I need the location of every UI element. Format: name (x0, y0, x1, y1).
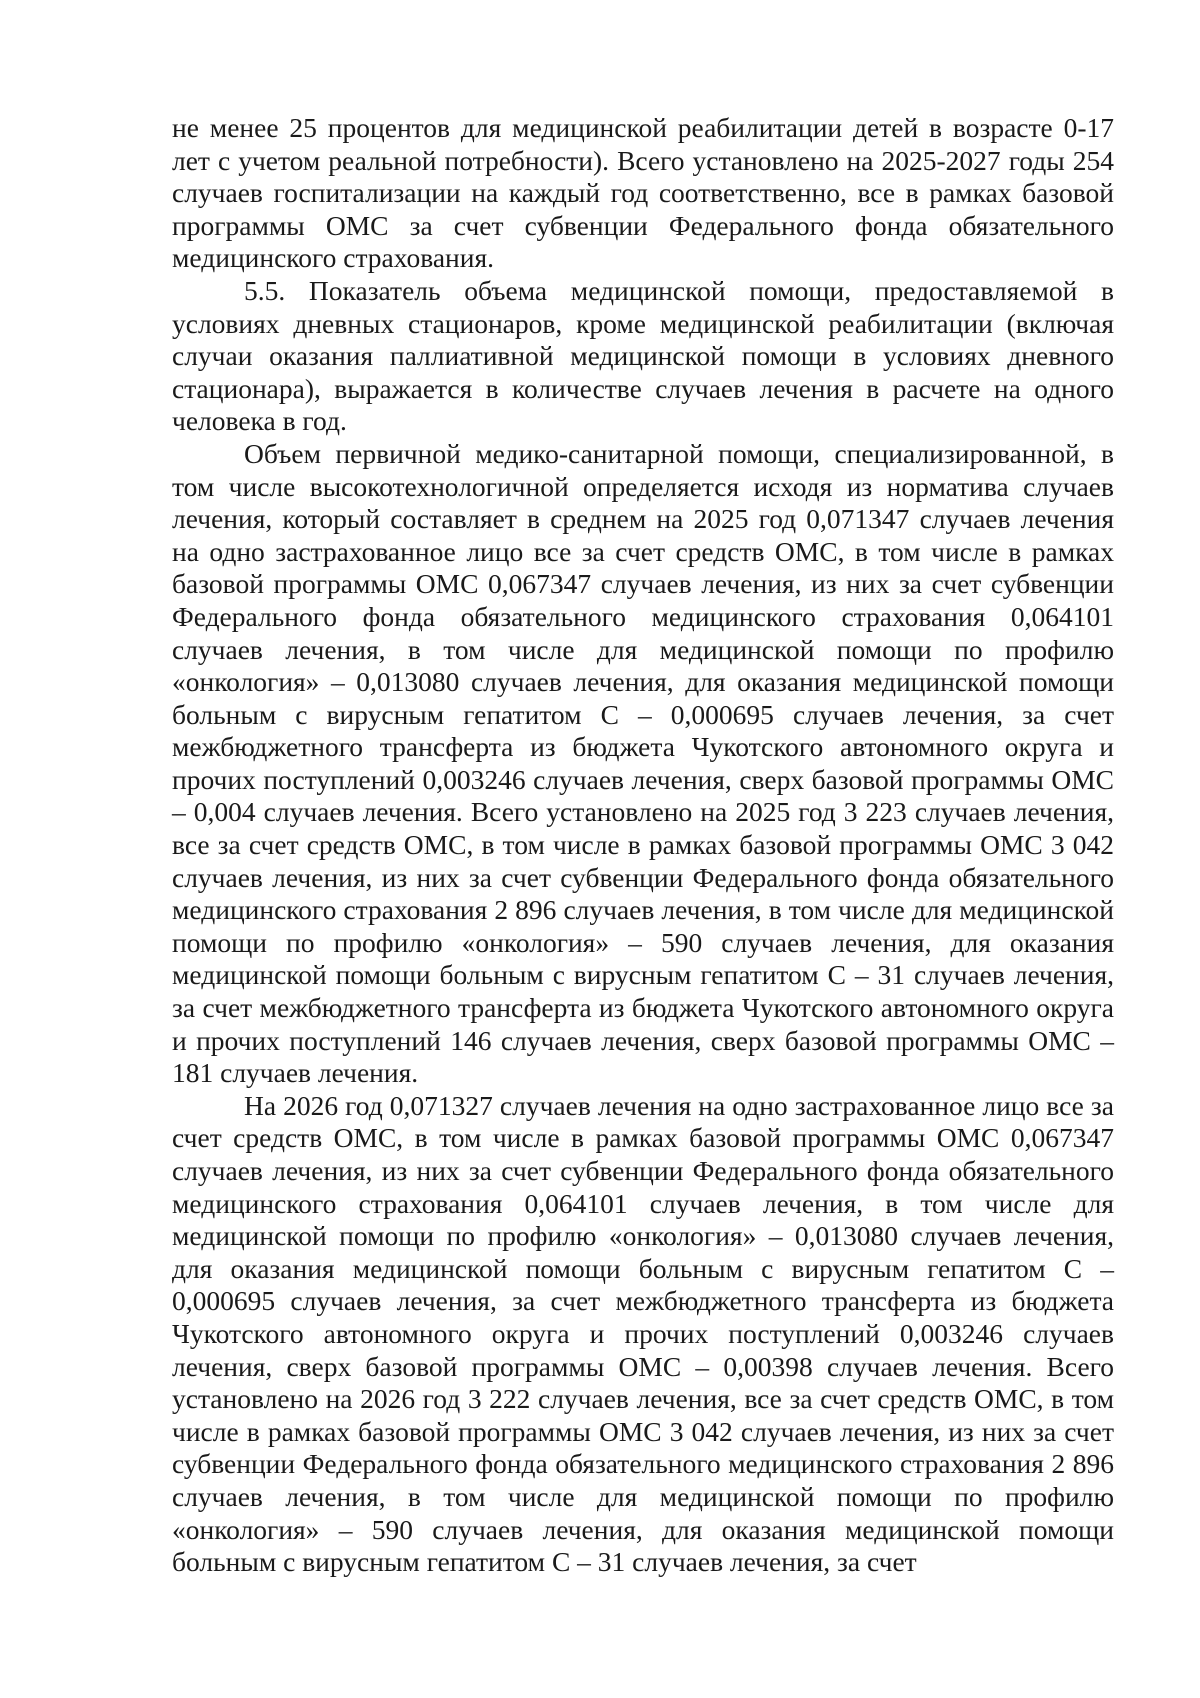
document-body (172, 112, 1114, 1579)
paragraph-2026-volume: На 2026 год 0,071327 случаев лечения на одно застрахованное лицо все за счет средств ОМС, в том числе в рамках базовой программы ОМС 0,067347 случаев лечения, из них за счет субвенции Федерального фонда обязательного медицинского страхования 0,064101 случаев лечения, в том числе для медицинской помощи по профилю «онкология» – 0,013080 случаев лечения, для оказания медицинской помощи больным с вирусным гепатитом С – 0,000695 случаев лечения, за счет межбюджетного трансферта из бюджета Чукотского автономного округа и прочих поступлений 0,003246 случаев лечения, сверх базовой программы ОМС – 0,00398 случаев лечения. Всего установлено на 2026 год 3 222 случаев лечения, все за счет средств ОМС, в том числе в рамках базовой программы ОМС 3 042 случаев лечения, из них за счет субвенции Федерального фонда обязательного медицинского страхования 2 896 случаев лечения, в том числе для медицинской помощи по профилю «онкология» – 590 случаев лечения, для оказания медицинской помощи больным с вирусным гепатитом С – 31 случаев лечения, за счет (172, 1089, 1114, 1578)
paragraph-5-5-day-hospital-indicator: 5.5. Показатель объема медицинской помощи, предоставляемой в условиях дневных стационаров, кроме медицинской реабилитации (включая случаи оказания паллиативной медицинской помощи в условиях дневного стационара), выражается в количестве случаев лечения в расчете на одного человека в год. (172, 274, 1114, 437)
paragraph-2025-volume: Объем первичной медико-санитарной помощи, специализированной, в том числе высокотехнологичной определяется исходя из норматива случаев лечения, который составляет в среднем на 2025 год 0,071347 случаев лечения на одно застрахованное лицо все за счет средств ОМС, в том числе в рамках базовой программы ОМС 0,067347 случаев лечения, из них за счет субвенции Федерального фонда обязательного медицинского страхования 0,064101 случаев лечения, в том числе для медицинской помощи по профилю «онкология» – 0,013080 случаев лечения, для оказания медицинской помощи больным с вирусным гепатитом С – 0,000695 случаев лечения, за счет межбюджетного трансферта из бюджета Чукотского автономного округа и прочих поступлений 0,003246 случаев лечения, сверх базовой программы ОМС – 0,004 случаев лечения. Всего установлено на 2025 год 3 223 случаев лечения, все за счет средств ОМС, в том числе в рамках базовой программы ОМС 3 042 случаев лечения, из них за счет субвенции Федерального фонда обязательного медицинского страхования 2 896 случаев лечения, в том числе для медицинской помощи по профилю «онкология» – 590 случаев лечения, для оказания медицинской помощи больным с вирусным гепатитом С – 31 случаев лечения, за счет межбюджетного трансферта из бюджета Чукотского автономного округа и прочих поступлений 146 случаев лечения, сверх базовой программы ОМС – 181 случаев лечения. (172, 437, 1114, 1089)
paragraph-hospitalization-summary: не менее 25 процентов для медицинской реабилитации детей в возрасте 0-17 лет с учетом реальной потребности). Всего установлено на 2025-2027 годы 254 случаев госпитализации на каждый год соответственно, все в рамках базовой программы ОМС за счет субвенции Федерального фонда обязательного медицинского страхования. (172, 112, 1114, 274)
